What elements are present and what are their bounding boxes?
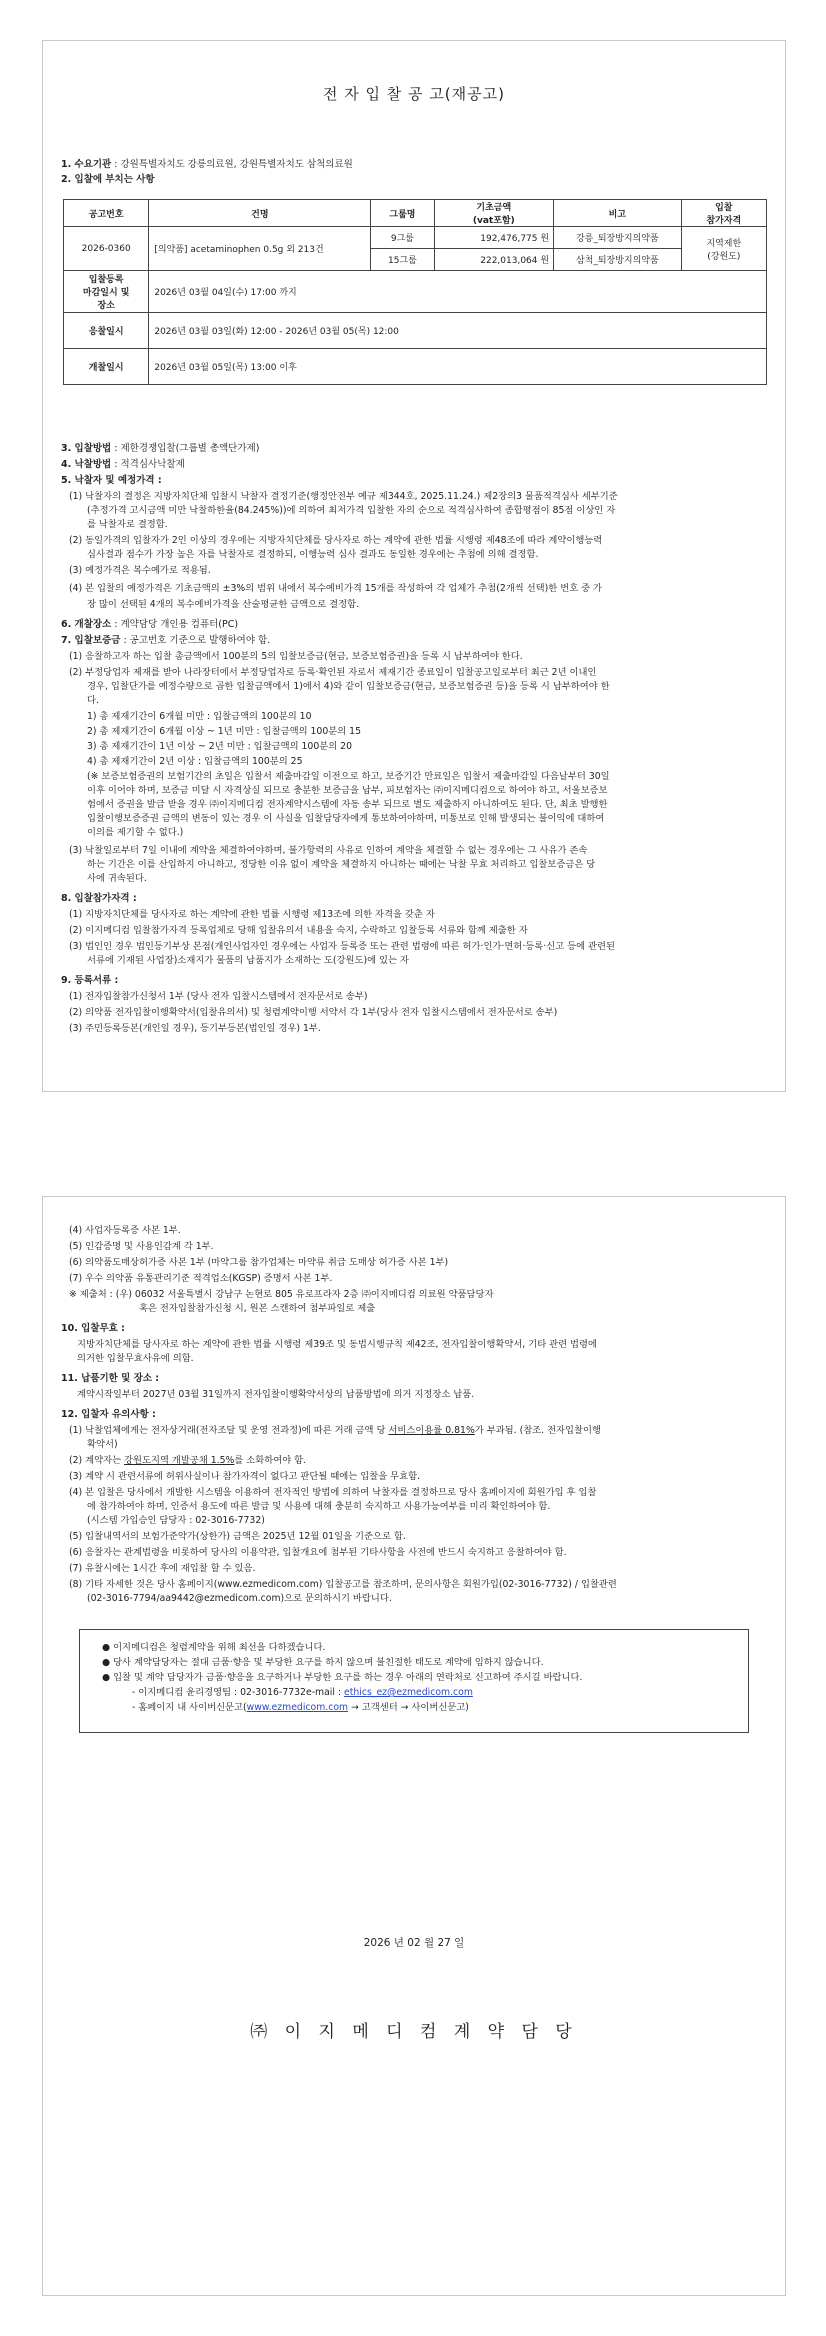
- s7-line-6: 2) 총 제재기간이 6개월 이상 ~ 1년 미만 : 입찰금액의 100분의 15: [87, 726, 361, 737]
- s9-line-4: (4) 사업자등록증 사본 1부.: [69, 1225, 181, 1236]
- document-title: 전 자 입 찰 공 고(재공고): [323, 85, 505, 103]
- s7-line-16: 사에 귀속된다.: [87, 873, 147, 884]
- s9-line-1: (1) 전자입찰참가신청서 1부 (당사 전자 입찰시스템에서 전자문서로 송부): [69, 991, 368, 1002]
- section-9: 9. 등록서류 :: [61, 975, 119, 986]
- notice-no: 2026-0360: [64, 227, 149, 271]
- group-1: 9그룹: [371, 227, 434, 249]
- th-item-name: 건명: [149, 200, 371, 227]
- amount-2: 222,013,064 원: [434, 249, 554, 271]
- s7-line-2: (2) 부정당업자 제재를 받아 나라장터에서 부정당업자로 등록·확인된 자로서 제재기간 종료일이 입찰공고일로부터 최근 2년 이내인: [69, 667, 597, 678]
- s8-line-3: (3) 법인인 경우 법인등기부상 본점(개인사업자인 경우에는 사업자 등록증 또는 관련 법령에 따른 허가·인가·면허·등록·신고 등에 관련된: [69, 941, 615, 952]
- s12-line-12: (02-3016-7794/aa9442@ezmedicom.com)으로 문의하시기 바랍니다.: [87, 1593, 392, 1604]
- s7-line-9: (※ 보증보험증권의 보험기간의 초일은 입찰서 제출마감일 이전으로 하고, 보증기간 만료일은 입찰서 제출마감일 다음날부터 30일: [87, 771, 610, 782]
- s10-line-2: 의거한 입찰무효사유에 의함.: [77, 1353, 194, 1364]
- s8-line-2: (2) 이지메디컴 입찰참가자격 등록업체로 당해 입찰유의서 내용을 숙지, 수락하고 입찰등록 서류와 함께 제출한 자: [69, 925, 528, 936]
- s7-line-5: 1) 총 제재기간이 6개월 미만 : 입찰금액의 100분의 10: [87, 711, 312, 722]
- s10-line-1: 지방자치단체를 당사자로 하는 계약에 관한 법률 시행령 제39조 및 동법시행규칙 제42조, 전자입찰이행확약서, 기타 관련 법령에: [77, 1339, 597, 1350]
- section-4: 4. 낙찰방법 : 적격심사낙찰제: [61, 459, 185, 470]
- s5-line-1: (1) 낙찰자의 결정은 지방자치단체 입찰시 낙찰자 결정기준(행정안전부 예규 제344호, 2025.11.24.) 제2장의3 물품적격심사 세부기준: [69, 491, 618, 502]
- s7-line-14: (3) 낙찰일로부터 7일 이내에 계약을 체결하여야하며, 불가항력의 사유로 인하여 계약을 체결할 수 없는 경우에는 그 사유가 존속: [69, 845, 588, 856]
- section-12: 12. 입찰자 유의사항 :: [61, 1409, 156, 1420]
- s9-line-2: (2) 의약품 전자입찰이행확약서(입찰유의서) 및 청렴계약이행 서약서 각 1부(당사 전자 입찰시스템에서 전자문서로 송부): [69, 1007, 558, 1018]
- signature: ㈜ 이 지 메 디 컴 계 약 담 당: [250, 2022, 578, 2042]
- s12-line-2: 확약서): [87, 1439, 118, 1450]
- s7-line-7: 3) 총 제재기간이 1년 이상 ~ 2년 미만 : 입찰금액의 100분의 20: [87, 741, 353, 752]
- s7-line-11: 험에서 증권을 발급 받을 경우 ㈜이지메디컴 전자계약시스템에 자동 송부 되므로 별도 제출하지 아니하여도 된다. 단, 최초 발행한: [87, 799, 608, 810]
- s9-line-6: (6) 의약품도매상허가증 사본 1부 (마약그룹 참가업체는 마약류 취급 도매상 허가증 사본 1부): [69, 1257, 449, 1268]
- s11-line-1: 계약시작일부터 2027년 03월 31일까지 전자입찰이행확약서상의 납품방법에 의거 지정장소 납품.: [77, 1389, 475, 1400]
- s7-line-4: 다.: [87, 695, 99, 706]
- ethics-notice-box: [79, 1629, 749, 1733]
- th-notice-no: 공고번호: [64, 200, 149, 227]
- s7-line-3: 경우, 입찰단가를 예정수량으로 곱한 입찰금액에서 1)에서 4)와 같이 입찰보증금(현금, 보증보험증권 등)을 등록 시 납부하여야 한: [87, 681, 610, 692]
- section-10: 10. 입찰무효 :: [61, 1323, 125, 1334]
- s12-line-5: (4) 본 입찰은 당사에서 개발한 시스템을 이용하여 전자적인 방법에 의하여 낙찰자를 결정하므로 당사 홈페이지에 회원가입 후 입찰: [69, 1487, 597, 1498]
- th-note: 비고: [554, 200, 682, 227]
- s12-line-8: (5) 입찰내역서의 보험가준약가(상한가) 금액은 2025년 12월 01일을 기준으로 함.: [69, 1531, 406, 1542]
- s12-line-11: (8) 기타 자세한 것은 당사 홈페이지(www.ezmedicom.com) 입찰공고를 참조하며, 문의사항은 회원가입(02-3016-7732) / 입찰관련: [69, 1579, 617, 1590]
- s9-line-7: (7) 우수 의약품 유통관리기준 적격업소(KGSP) 증명서 사본 1부.: [69, 1273, 333, 1284]
- note-1: 강릉_퇴장방지의약품: [554, 227, 682, 249]
- th-base-amount: 기초금액 (vat포함): [434, 200, 554, 227]
- row-label-deadline: 입찰등록 마감일시 및 장소: [64, 271, 149, 313]
- s7-line-8: 4) 총 제재기간이 2년 이상 : 입찰금액의 100분의 25: [87, 756, 303, 767]
- opening-value: 2026년 03월 05일(목) 13:00 이후: [149, 349, 767, 385]
- section-8: 8. 입찰참가자격 :: [61, 893, 137, 904]
- th-qualification: 입찰 참가자격: [681, 200, 766, 227]
- box-cyber-report: - 홈페이지 내 사이버신문고(www.ezmedicom.com → 고객센터 → 사이버신문고): [132, 1702, 469, 1713]
- s12-line-1: (1) 낙찰업체에게는 전자상거래(전자조달 및 운영 전과정)에 따른 거래 금액 당 서비스이용률 0.81%가 부과됨. (참조. 전자입찰이행: [69, 1425, 601, 1436]
- s5-line-6: (3) 예정가격은 복수예가로 적용됨.: [69, 565, 211, 576]
- s7-line-12: 입찰이행보증증권 금액의 변동이 있는 경우 이 사실을 입찰담당자에게 통보하여야하며, 미통보로 인해 발생되는 불이익에 대하여: [87, 813, 605, 824]
- s7-line-10: 이후 이어야 하며, 보증금 미달 시 자격상실 되므로 충분한 보증금을 납부, 피보험자는 ㈜이지메디컴으로 하여야 하고, 서울보증보: [87, 785, 608, 796]
- section-6: 6. 개찰장소 : 계약담당 개인용 컴퓨터(PC): [61, 619, 239, 630]
- section-7: 7. 입찰보증금 : 공고번호 기준으로 발행하여야 함.: [61, 635, 271, 646]
- section-5: 5. 낙찰자 및 예정가격 :: [61, 475, 162, 486]
- deadline-value: 2026년 03월 04일(수) 17:00 까지: [149, 271, 767, 313]
- row-label-bidding: 응찰일시: [64, 313, 149, 349]
- row-label-opening: 개찰일시: [64, 349, 149, 385]
- note-2: 삼척_퇴장방지의약품: [554, 249, 682, 271]
- bid-table: [63, 199, 767, 385]
- s9-line-3: (3) 주민등록등본(개인일 경우), 등기부등본(법인일 경우) 1부.: [69, 1023, 321, 1034]
- s7-line-13: 이의를 제기할 수 없다.): [87, 827, 184, 838]
- amount-1: 192,476,775 원: [434, 227, 554, 249]
- box-bullet-2: ● 당사 계약담당자는 절대 금품·향응 및 부당한 요구를 하지 않으며 불친절한 태도로 계약에 임하지 않습니다.: [102, 1657, 544, 1668]
- s12-line-7: (시스템 가입승인 담당자 : 02-3016-7732): [87, 1515, 265, 1526]
- box-bullet-1: ● 이지메디컴은 청렴계약을 위해 최선을 다하겠습니다.: [102, 1642, 326, 1653]
- item-name: [의약품] acetaminophen 0.5g 외 213건: [149, 227, 371, 271]
- box-ethics-contact: - 이지메디컴 윤리경영팀 : 02-3016-7732e-mail : ethics_ez@ezmedicom.com: [132, 1687, 473, 1698]
- section-3: 3. 입찰방법 : 제한경쟁입찰(그룹별 총액단가제): [61, 443, 260, 454]
- s12-line-6: 에 참가하여야 하며, 인증서 용도에 따른 발급 및 사용에 대해 충분히 숙지하고 사용가능여부를 미리 확인하여야 함.: [87, 1501, 551, 1512]
- box-bullet-3: ● 입찰 및 계약 담당자가 금품·향응을 요구하거나 부당한 요구를 하는 경우 아래의 연락처로 신고하여 주시길 바랍니다.: [102, 1672, 583, 1683]
- s5-line-5: 심사결과 점수가 가장 높은 자를 낙찰자로 결정하되, 이행능력 심사 결과도 동일한 경우에는 추첨에 의해 결정함.: [87, 549, 539, 560]
- s12-line-4: (3) 계약 시 관련서류에 허위사실이나 참가자격이 없다고 판단될 때에는 입찰을 무효함.: [69, 1471, 421, 1482]
- s7-line-15: 하는 기간은 이를 산입하지 아니하고, 정당한 이유 없이 계약을 체결하지 아니하는 때에는 낙찰 무효 처리하고 입찰보증금은 당: [87, 859, 596, 870]
- section-2: 2. 입찰에 부치는 사항: [61, 174, 155, 185]
- s5-line-3: 를 낙찰자로 결정함.: [87, 519, 168, 530]
- s12-line-3: (2) 계약자는 강원도지역 개발공채 1.5%를 소화하여야 함.: [69, 1455, 307, 1466]
- submission-note: 혹은 전자입찰참가신청 시, 원본 스캔하여 첨부파일로 제출: [139, 1303, 376, 1314]
- th-group: 그룹명: [371, 200, 434, 227]
- notice-date: 2026 년 02 월 27 일: [363, 1937, 465, 1949]
- group-2: 15그룹: [371, 249, 434, 271]
- s5-line-2: (추정가격 고시금액 미만 낙찰하한율(84.245%))에 의하여 최저가격 입찰한 자의 순으로 적격심사하여 종합평점이 85점 이상인 자: [87, 505, 616, 516]
- document-page-1: [42, 40, 786, 1092]
- s8-line-4: 서류에 기재된 사업장)소재지가 물품의 납품지가 소재하는 도(강원도)에 있는 자: [87, 955, 409, 966]
- s9-line-5: (5) 인감증명 및 사용인감계 각 1부.: [69, 1241, 214, 1252]
- s5-line-4: (2) 동일가격의 입찰자가 2인 이상의 경우에는 지방자치단체를 당사자로 하는 계약에 관한 법률 시행령 제48조에 따라 계약이행능력: [69, 535, 603, 546]
- bidding-value: 2026년 03월 03일(화) 12:00 - 2026년 03월 05(목) 12:00: [149, 313, 767, 349]
- s7-line-1: (1) 응찰하고자 하는 입찰 총금액에서 100분의 5의 입찰보증금(현금, 보증보험증권)을 등록 시 납부하여야 한다.: [69, 651, 523, 662]
- s12-line-9: (6) 응찰자는 관계법령을 비롯하여 당사의 이용약관, 입찰개요에 첨부된 기타사항을 사전에 반드시 숙지하고 응찰하여야 함.: [69, 1547, 567, 1558]
- s12-line-10: (7) 유찰시에는 1시간 후에 재입찰 할 수 있음.: [69, 1563, 256, 1574]
- section-11: 11. 납품기한 및 장소 :: [61, 1373, 160, 1384]
- document-page-2: [42, 1196, 786, 2296]
- qualification: 지역제한 (강원도): [681, 227, 766, 271]
- s8-line-1: (1) 지방자치단체를 당사자로 하는 계약에 관한 법률 시행령 제13조에 의한 자격을 갖춘 자: [69, 909, 435, 920]
- submission-address: ※ 제출처 : (우) 06032 서울특별시 강남구 논현로 805 유로프라자 2층 ㈜이지메디컴 의료원 약품담당자: [69, 1289, 494, 1300]
- s5-line-7: (4) 본 입찰의 예정가격은 기초금액의 ±3%의 범위 내에서 복수예비가격 15개를 작성하여 각 업체가 추첨(2개씩 선택)한 번호 중 가: [69, 583, 603, 594]
- ethics-email-link[interactable]: ethics_ez@ezmedicom.com: [344, 1687, 473, 1698]
- section-1: 1. 수요기관 : 강원특별자치도 강릉의료원, 강원특별자치도 삼척의료원: [61, 159, 353, 170]
- website-link[interactable]: www.ezmedicom.com: [246, 1702, 349, 1713]
- s5-line-8: 장 많이 선택된 4개의 복수예비가격을 산술평균한 금액으로 결정함.: [87, 599, 360, 610]
